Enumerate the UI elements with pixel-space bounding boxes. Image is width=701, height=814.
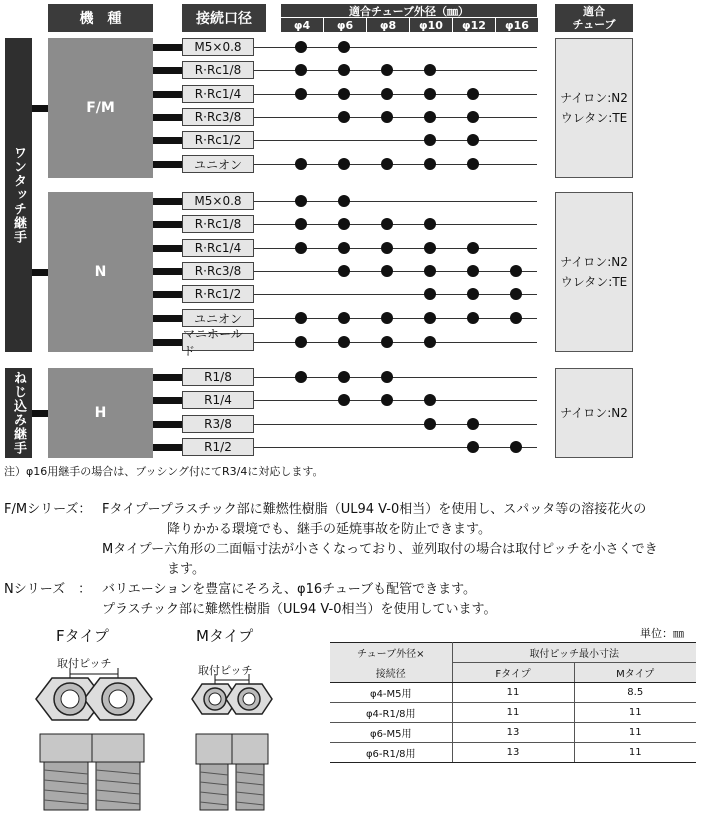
compat-dot: [424, 265, 436, 277]
port-label: R·Rc1/8: [182, 61, 254, 79]
desc-fm-line1: Fタイプープラスチック部に難燃性樹脂（UL94 V-0相当）を使用し、スパッタ等の溶接花火の: [102, 502, 647, 517]
compat-dot: [295, 64, 307, 76]
header-fit-tube-line1: 適合: [583, 5, 605, 18]
port-label: R·Rc3/8: [182, 108, 254, 126]
header-port-label: 接続口径: [196, 11, 252, 27]
row-stub: [153, 221, 182, 228]
compat-dot: [338, 312, 350, 324]
compat-dot: [424, 88, 436, 100]
desc-fm-line3: Mタイプー六角形の二面幅寸法が小さくなっており、並列取付の場合は取付ピッチを小さくでき: [102, 542, 658, 557]
compat-dot: [338, 242, 350, 254]
desc-n-line2: プラスチック部に難燃性樹脂（UL94 V-0相当）を使用しています。: [102, 602, 497, 617]
size-header-row: [281, 18, 537, 32]
pitch-col1-head-1: チューブ外径×: [330, 643, 452, 663]
pitch-group-head: 取付ピッチ最小寸法: [452, 643, 696, 663]
compat-dot: [295, 371, 307, 383]
compat-dot: [424, 394, 436, 406]
header-fit-tube-line2: チューブ: [572, 18, 616, 31]
pitch-row: [330, 703, 696, 723]
compat-dot: [424, 64, 436, 76]
compat-dot: [295, 242, 307, 254]
compat-dot: [338, 88, 350, 100]
compat-dot: [338, 158, 350, 170]
side-label-one-touch: [5, 38, 32, 352]
footnote: 注）φ16用継手の場合は、ブッシング付にてR3/4に対応します。: [4, 465, 324, 478]
row-line: [254, 294, 537, 295]
port-label: R·Rc1/4: [182, 85, 254, 103]
row-stub: [153, 268, 182, 275]
compat-dot: [381, 312, 393, 324]
compat-dot: [510, 312, 522, 324]
mtype-title: Mタイプ: [196, 627, 254, 645]
tube-type: ウレタン:TE: [560, 111, 628, 125]
pitch-cell-m: 8.5: [574, 683, 696, 703]
compat-dot: [338, 41, 350, 53]
compat-dot: [295, 41, 307, 53]
mtype-fitting-illustration: [182, 672, 282, 812]
tube-types-n: [555, 192, 633, 352]
pitch-cell-m: 11: [574, 703, 696, 723]
pitch-cell-size: φ4-M5用: [330, 683, 452, 703]
row-line: [254, 447, 537, 448]
group-name: H: [94, 405, 107, 421]
row-stub: [153, 67, 182, 74]
compat-dot: [467, 288, 479, 300]
tube-type: ウレタン:TE: [560, 275, 628, 289]
compat-dot: [424, 288, 436, 300]
compat-dot: [424, 134, 436, 146]
compat-dot: [381, 111, 393, 123]
compat-dot: [467, 418, 479, 430]
compat-dot: [467, 158, 479, 170]
compat-dot: [424, 111, 436, 123]
port-label: R3/8: [182, 415, 254, 433]
pitch-cell-m: 11: [574, 743, 696, 763]
port-label: R1/8: [182, 368, 254, 386]
pitch-sub-head-f: Fタイプ: [452, 663, 574, 683]
compat-dot: [338, 64, 350, 76]
ftype-fitting-illustration: [30, 666, 158, 812]
pitch-row: [330, 743, 696, 763]
header-port: [182, 4, 266, 32]
ftype-pitch-label: 取付ピッチ: [57, 657, 112, 670]
group-trunk-n: [32, 269, 48, 276]
size-header-cell: φ4: [281, 18, 323, 32]
row-stub: [153, 245, 182, 252]
compat-dot: [381, 371, 393, 383]
compat-dot: [381, 336, 393, 348]
tube-types-h: [555, 368, 633, 458]
pitch-row: [330, 723, 696, 743]
port-label: R·Rc1/2: [182, 285, 254, 303]
row-line: [254, 140, 537, 141]
port-label: M5×0.8: [182, 192, 254, 210]
pitch-table: [330, 642, 696, 763]
compat-dot: [510, 441, 522, 453]
group-name: F/M: [86, 100, 115, 116]
header-tube-od: [281, 4, 537, 17]
row-stub: [153, 421, 182, 428]
compat-dot: [381, 64, 393, 76]
group-name: N: [94, 264, 107, 280]
compat-dot: [467, 441, 479, 453]
row-line: [254, 400, 537, 401]
pitch-cell-f: 13: [452, 743, 574, 763]
compat-dot: [338, 265, 350, 277]
pitch-sub-head-m: Mタイプ: [574, 663, 696, 683]
compat-dot: [381, 218, 393, 230]
group-box-n: [48, 192, 153, 352]
desc-fm-line2: 降りかかる環境でも、継手の延焼事故を防止できます。: [167, 522, 491, 537]
row-stub: [153, 315, 182, 322]
compat-dot: [295, 218, 307, 230]
port-label: R·Rc1/4: [182, 239, 254, 257]
port-label: R1/4: [182, 391, 254, 409]
side-label-screw: [5, 368, 32, 458]
header-model: [48, 4, 153, 32]
row-stub: [153, 339, 182, 346]
compat-dot: [381, 394, 393, 406]
port-label: M5×0.8: [182, 38, 254, 56]
pitch-cell-f: 13: [452, 723, 574, 743]
pitch-cell-size: φ6-M5用: [330, 723, 452, 743]
compat-dot: [338, 195, 350, 207]
pitch-cell-size: φ4-R1/8用: [330, 703, 452, 723]
desc-fm-label: F/Mシリーズ：: [4, 502, 92, 517]
compat-dot: [381, 242, 393, 254]
header-tube-od-label: 適合チューブ外径（㎜）: [348, 4, 470, 18]
side-label-one-touch-text: ワンタッチ継手: [11, 146, 26, 244]
compat-dot: [381, 158, 393, 170]
compat-dot: [467, 312, 479, 324]
size-header-cell: φ8: [367, 18, 409, 32]
pitch-row: [330, 683, 696, 703]
header-model-label: 機 種: [79, 11, 122, 27]
pitch-cell-m: 11: [574, 723, 696, 743]
compat-dot: [467, 134, 479, 146]
row-line: [254, 117, 537, 118]
group-trunk-h: [32, 410, 48, 417]
desc-n-line1: バリエーションを豊富にそろえ、φ16チューブも配管できます。: [102, 582, 477, 597]
compat-dot: [338, 394, 350, 406]
compat-dot: [467, 88, 479, 100]
group-box-fm: [48, 38, 153, 178]
compat-dot: [424, 418, 436, 430]
desc-fm-line4: ます。: [167, 562, 205, 577]
compat-dot: [424, 336, 436, 348]
size-header-cell: φ16: [496, 18, 538, 32]
desc-n-label: Nシリーズ ：: [4, 582, 92, 597]
size-header-cell: φ6: [324, 18, 366, 32]
pitch-head-row-2: [330, 663, 696, 683]
pitch-unit: 単位：㎜: [640, 627, 684, 640]
pitch-col1-head-2: 接続径: [330, 663, 452, 683]
pitch-cell-f: 11: [452, 703, 574, 723]
tube-type: ナイロン:N2: [560, 406, 628, 420]
row-stub: [153, 198, 182, 205]
port-label: R·Rc1/2: [182, 131, 254, 149]
group-trunk-fm: [32, 105, 48, 112]
port-label: R1/2: [182, 438, 254, 456]
ftype-title: Fタイプ: [56, 627, 109, 645]
tube-type: ナイロン:N2: [560, 255, 628, 269]
compat-dot: [338, 336, 350, 348]
pitch-cell-size: φ6-R1/8用: [330, 743, 452, 763]
row-stub: [153, 374, 182, 381]
compat-dot: [295, 195, 307, 207]
port-label: ユニオン: [182, 155, 254, 173]
compat-dot: [424, 312, 436, 324]
port-label: マニホールド: [182, 333, 254, 351]
mtype-pitch-label: 取付ピッチ: [198, 664, 253, 677]
pitch-head-row-1: [330, 643, 696, 663]
compat-dot: [424, 218, 436, 230]
compat-dot: [338, 371, 350, 383]
port-label: ユニオン: [182, 309, 254, 327]
compat-dot: [295, 158, 307, 170]
tube-type: ナイロン:N2: [560, 91, 628, 105]
size-header-cell: φ10: [410, 18, 452, 32]
compat-dot: [381, 88, 393, 100]
port-label: R·Rc3/8: [182, 262, 254, 280]
compat-dot: [295, 88, 307, 100]
row-stub: [153, 137, 182, 144]
compat-dot: [510, 288, 522, 300]
row-stub: [153, 44, 182, 51]
compat-dot: [424, 158, 436, 170]
side-label-screw-text: ねじ込み継手: [11, 371, 26, 455]
compat-dot: [338, 111, 350, 123]
row-line: [254, 271, 537, 272]
row-stub: [153, 291, 182, 298]
row-stub: [153, 397, 182, 404]
compat-dot: [467, 242, 479, 254]
compat-dot: [510, 265, 522, 277]
pitch-cell-f: 11: [452, 683, 574, 703]
row-stub: [153, 91, 182, 98]
size-header-cell: φ12: [453, 18, 495, 32]
compat-dot: [467, 265, 479, 277]
row-stub: [153, 161, 182, 168]
compat-dot: [467, 111, 479, 123]
compat-dot: [295, 312, 307, 324]
group-box-h: [48, 368, 153, 458]
header-fit-tube: [555, 4, 633, 32]
row-stub: [153, 444, 182, 451]
compat-dot: [381, 265, 393, 277]
compat-dot: [338, 218, 350, 230]
tube-types-fm: [555, 38, 633, 178]
compat-dot: [424, 242, 436, 254]
row-line: [254, 424, 537, 425]
compat-dot: [295, 336, 307, 348]
row-stub: [153, 114, 182, 121]
port-label: R·Rc1/8: [182, 215, 254, 233]
